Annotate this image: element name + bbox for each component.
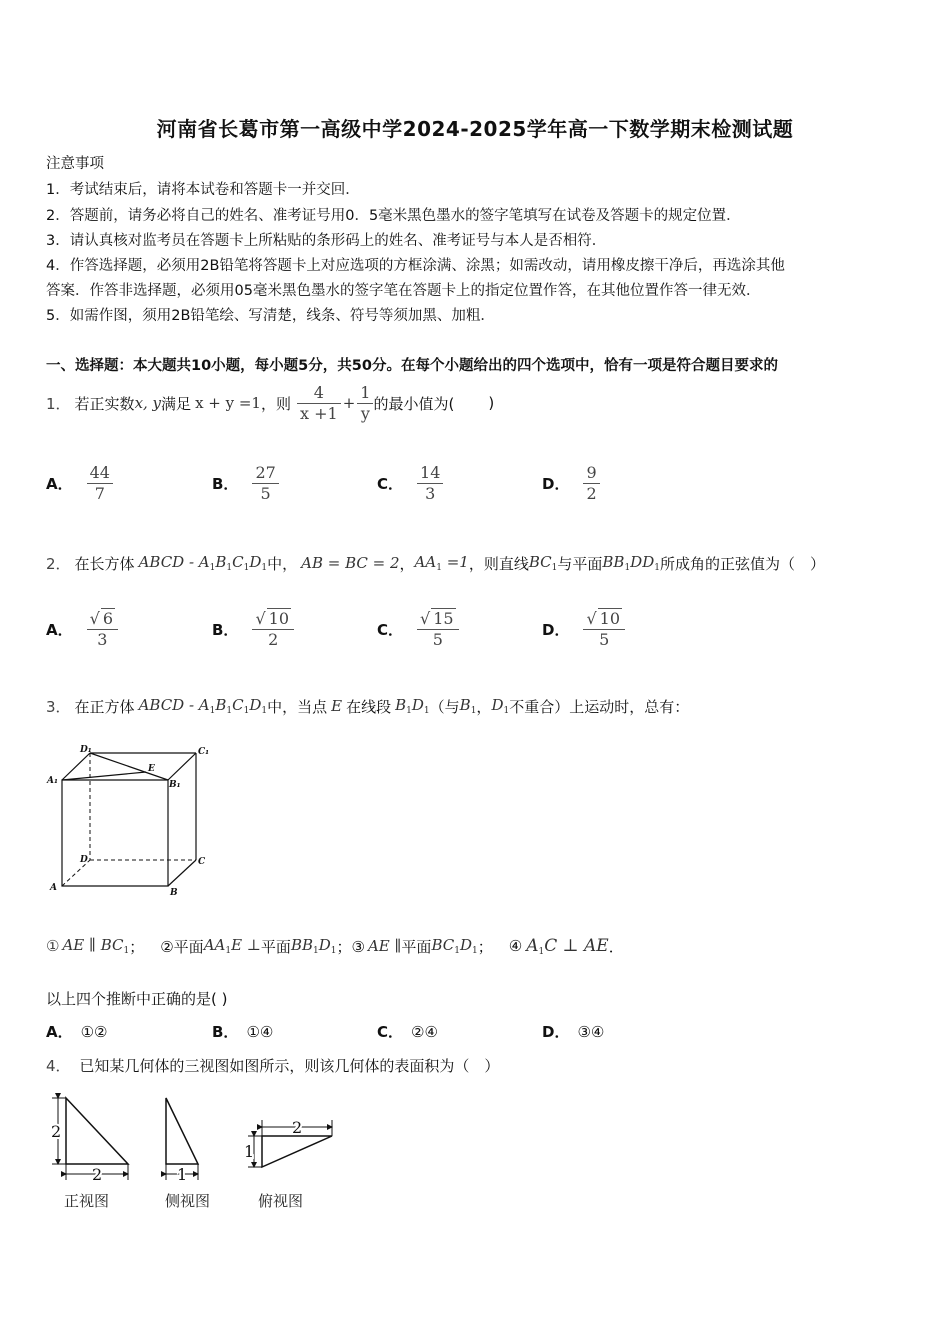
- option-b[interactable]: [212, 458, 279, 508]
- math-statement: AE ∥: [367, 937, 402, 955]
- option-label: B．: [212, 1023, 239, 1041]
- question-text: 与平面: [557, 554, 603, 573]
- dim-label: 1: [177, 1165, 188, 1184]
- math-plane: $BB_1DD_1$: [602, 553, 660, 573]
- denominator: 5: [599, 630, 610, 649]
- statement-text: ；③: [336, 937, 365, 956]
- cube-edge: [168, 860, 196, 886]
- question-2: [46, 543, 825, 583]
- punctuation: ，: [476, 697, 492, 716]
- fraction: [297, 383, 341, 424]
- label-b1: B₁: [169, 780, 181, 790]
- math-statement: $A_1C$ ⊥ AE: [526, 935, 609, 957]
- numerator: 44: [89, 462, 110, 482]
- option-a[interactable]: [46, 458, 113, 508]
- cube-figure: [44, 740, 224, 900]
- math-condition: x + y =1: [195, 394, 261, 412]
- fraction: $\frac{√ 10}{2}$: [252, 608, 294, 650]
- denominator: x +1: [300, 403, 338, 423]
- notice-item: 2．答题前，请务必将自己的姓名、准考证号用0．5毫米黑色墨水的签字笔填写在试卷及答题卡的规定位置．: [46, 208, 741, 224]
- fraction: $\frac{√ 15}{5}$: [417, 608, 459, 650]
- option-label: D．: [542, 620, 570, 639]
- punctuation: ；: [477, 937, 493, 956]
- numerator: 27: [255, 462, 276, 482]
- statement-marker: ①: [46, 937, 60, 955]
- statement-text: ②平面: [160, 937, 204, 956]
- option-c[interactable]: [377, 602, 459, 656]
- question-number: 4．: [46, 1057, 71, 1075]
- option-text: ③④: [577, 1023, 605, 1041]
- notice-item: 3．请认真核对监考员在答题卡上所粘贴的条形码上的姓名、准考证号与本人是否相符．: [46, 233, 607, 249]
- numerator: 1: [360, 382, 371, 402]
- plus-sign: +: [342, 394, 356, 412]
- notice-heading: 注意事项: [46, 156, 104, 172]
- statement-text: 平面: [260, 937, 291, 956]
- label-c: C: [198, 857, 206, 867]
- option-d[interactable]: [542, 458, 600, 508]
- denominator: y: [360, 403, 370, 423]
- label-e: E: [148, 764, 155, 774]
- fraction: $\frac{√ 6}{3}$: [87, 608, 118, 650]
- cube-edge: [62, 753, 90, 780]
- question-text: 不重合）上运动时，总有：: [509, 697, 690, 716]
- option-b[interactable]: [212, 602, 294, 656]
- option-label: D．: [542, 1023, 570, 1041]
- notice-item: 4．作答选择题，必须用2B铅笔将答题卡上对应选项的方框涂满、涂黑；如需改动，请用橡皮擦干净后，再选涂其他: [46, 258, 785, 274]
- option-b[interactable]: [212, 1021, 273, 1042]
- question-text: 若正实数: [74, 394, 135, 413]
- question-text: （与: [429, 697, 460, 716]
- math-vars: x, y: [134, 394, 162, 412]
- front-view-shape: [66, 1098, 128, 1164]
- three-views-figure: [40, 1090, 360, 1220]
- numerator: 9: [586, 462, 597, 482]
- view-caption: 侧视图: [165, 1192, 211, 1210]
- question-text: ): [488, 394, 495, 412]
- math-line: $BC_1$: [528, 553, 558, 573]
- option-c[interactable]: [377, 1021, 438, 1042]
- question-text: 在长方体: [74, 554, 135, 573]
- denominator: 2: [268, 630, 279, 649]
- statement-marker: ④: [508, 937, 523, 955]
- math-statement: $BC_1D_1$: [431, 936, 478, 956]
- question-text: 所成角的正弦值为（ ）: [659, 554, 825, 573]
- notice-item: 1．考试结束后，请将本试卷和答题卡一并交回．: [46, 182, 360, 198]
- label-a1: A₁: [47, 776, 58, 786]
- cube-edge: [168, 753, 196, 780]
- denominator: 2: [586, 483, 597, 503]
- option-text: ②④: [411, 1023, 438, 1041]
- math-statement: AE ∥ $BC_1$: [62, 936, 130, 956]
- section-heading: 一、选择题：本大题共10小题，每小题5分，共50分。在每个小题给出的四个选项中，恰有一项是符合题目要求的: [46, 358, 778, 374]
- option-label: A．: [46, 1023, 73, 1041]
- math-equation: AB = BC = 2: [301, 554, 400, 572]
- page-title: 河南省长葛市第一高级中学2024-2025学年高一下数学期末检测试题: [156, 117, 794, 141]
- punctuation: ，: [399, 554, 415, 573]
- question-text: 在正方体: [74, 697, 135, 716]
- option-label: A．: [46, 620, 73, 639]
- question-1: [46, 379, 494, 427]
- question-text: 中，: [267, 554, 298, 573]
- label-c1: C₁: [198, 747, 210, 757]
- question-text: ，则: [260, 394, 291, 413]
- notice-item: 答案．作答非选择题，必须用05毫米黑色墨水的签字笔在答题卡上的指定位置作答，在其他位置作答一律无效．: [46, 283, 761, 299]
- fraction: [87, 463, 113, 504]
- question-text: 满足: [161, 394, 192, 413]
- radicand: 6: [102, 609, 113, 628]
- denominator: 3: [425, 483, 436, 503]
- punctuation: ；: [129, 937, 145, 956]
- question-text: 在线段: [346, 697, 392, 716]
- fraction: [357, 383, 373, 424]
- fraction: [417, 463, 443, 504]
- math-solid: ABCD - $A_1B_1C_1D_1$: [138, 696, 268, 716]
- view-caption: 俯视图: [258, 1192, 304, 1210]
- dim-label: 2: [292, 1118, 303, 1137]
- radicand: 10: [268, 609, 289, 628]
- denominator: 5: [260, 483, 271, 503]
- question-3: [46, 686, 689, 726]
- notice-item: 5．如需作图，须用2B铅笔绘、写清楚，线条、符号等须加黑、加粗．: [46, 308, 495, 324]
- label-b: B: [170, 888, 178, 898]
- option-label: B．: [212, 620, 239, 639]
- fraction: [252, 463, 278, 504]
- radicand: 15: [433, 609, 454, 628]
- math-point: $D_1$: [491, 696, 510, 716]
- option-label: C．: [377, 1023, 404, 1041]
- option-label: D．: [542, 474, 570, 493]
- option-text: ①④: [246, 1023, 274, 1041]
- option-label: B．: [212, 474, 239, 493]
- question-number: 2．: [46, 554, 71, 573]
- math-solid: ABCD - $A_1B_1C_1D_1$: [138, 553, 268, 573]
- math-point: E: [331, 697, 343, 715]
- dim-label: 2: [92, 1165, 103, 1184]
- question-number: 3．: [46, 697, 71, 716]
- option-c[interactable]: [377, 458, 443, 508]
- numerator: 14: [420, 462, 441, 482]
- denominator: 5: [432, 630, 443, 649]
- option-a[interactable]: [46, 602, 118, 656]
- question-text: 已知某几何体的三视图如图所示，则该几何体的表面积为（ ）: [79, 1057, 500, 1075]
- label-d1: D₁: [80, 745, 92, 755]
- cube-front-face: [62, 780, 168, 886]
- question-text: 中，当点: [267, 697, 328, 716]
- option-a[interactable]: [46, 1021, 108, 1042]
- side-view-shape: [166, 1098, 198, 1164]
- statement-text: 平面: [401, 937, 432, 956]
- denominator: 3: [97, 630, 108, 649]
- math-statement: $AA_1E$ ⊥: [203, 936, 261, 956]
- punctuation: ．: [608, 937, 624, 956]
- numerator: 4: [313, 382, 324, 402]
- option-d[interactable]: [542, 602, 625, 656]
- question-text: 的最小值为(: [373, 394, 455, 413]
- question-text: ，则直线: [468, 554, 529, 573]
- option-text: ①②: [80, 1023, 108, 1041]
- view-caption: 正视图: [64, 1192, 110, 1210]
- fraction: $\frac{√ 10}{5}$: [583, 608, 625, 650]
- dim-label: 1: [244, 1142, 255, 1161]
- question-number: 1．: [46, 394, 71, 413]
- question-4: [46, 1055, 499, 1076]
- option-label: A．: [46, 474, 73, 493]
- radicand: 10: [599, 609, 621, 628]
- top-view-shape: [262, 1136, 332, 1167]
- math-point: $B_1$: [459, 696, 477, 716]
- option-label: C．: [377, 620, 404, 639]
- segment-a1-e: [62, 772, 146, 780]
- q3-ask: 以上四个推断中正确的是( ): [46, 990, 228, 1008]
- math-equation: $AA_1 =1$: [414, 553, 469, 573]
- math-segment: $B_1D_1$: [395, 696, 430, 716]
- label-a: A: [50, 883, 57, 893]
- option-d[interactable]: [542, 1021, 604, 1042]
- option-label: C．: [377, 474, 404, 493]
- fraction: [583, 463, 599, 504]
- denominator: 7: [94, 483, 105, 503]
- dim-label: 2: [51, 1122, 62, 1141]
- q3-statements: [46, 928, 624, 964]
- math-statement: $BB_1D_1$: [290, 936, 337, 956]
- label-d: D: [80, 855, 88, 865]
